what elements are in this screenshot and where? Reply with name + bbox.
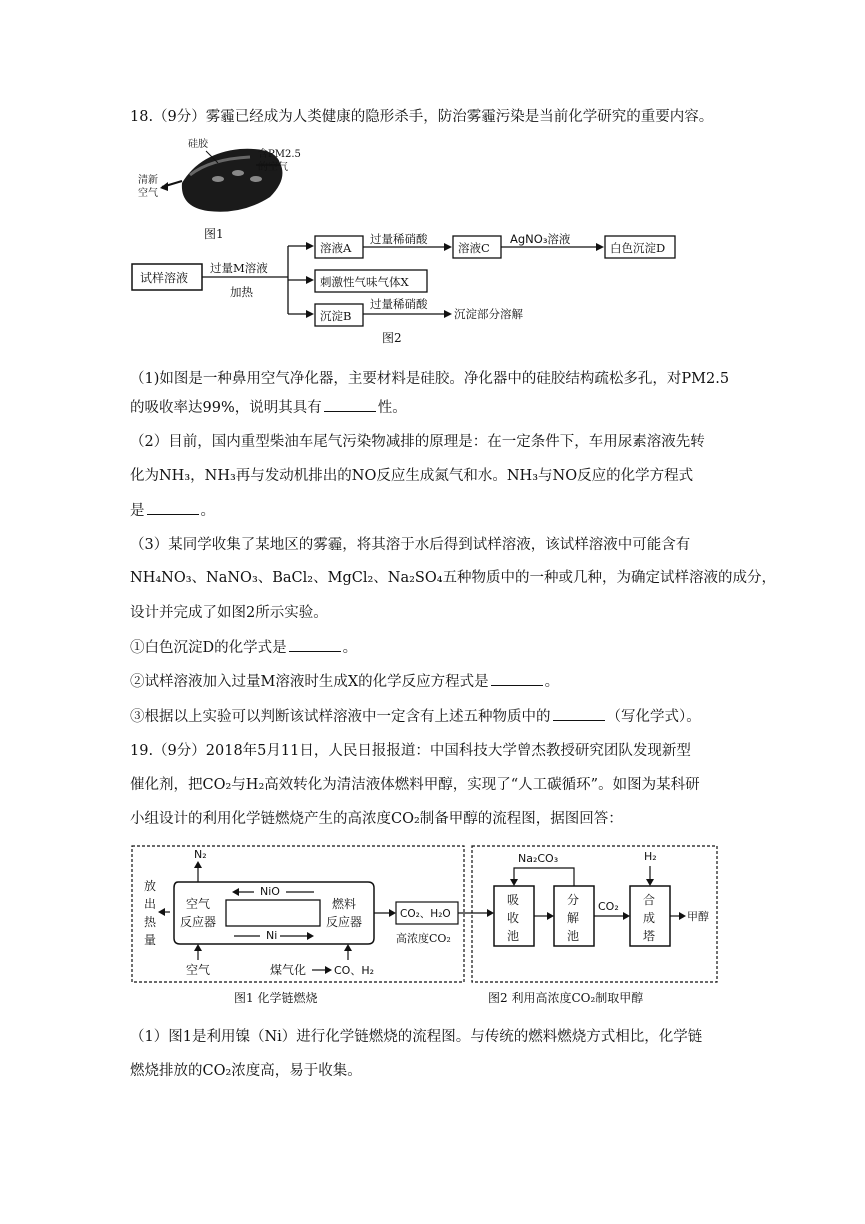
fuel-reactor-2: 反应器 xyxy=(326,915,363,929)
figure-q19-flow xyxy=(130,842,720,1014)
q18-stem: 18.（9分）雾霾已经成为人类健康的隐形杀手，防治雾霾污染是当前化学研究的重要内容。 xyxy=(130,109,714,125)
q18-s2-text: ②试样溶液加入过量M溶液时生成X的化学反应方程式是 xyxy=(130,674,489,690)
label-pm-2: 的空气 xyxy=(258,162,288,173)
release-3: 热 xyxy=(144,915,157,929)
box-sample-label: 试样溶液 xyxy=(140,271,189,285)
high-co2-label: 高浓度CO₂ xyxy=(396,932,451,945)
label-clean-2: 空气 xyxy=(138,188,158,199)
decomp-2: 解 xyxy=(567,911,580,925)
box-solC-label: 溶液C xyxy=(458,241,490,255)
na2co3-label: Na₂CO₃ xyxy=(518,852,559,865)
absorb-1: 吸 xyxy=(507,893,520,907)
release-1: 放 xyxy=(144,879,157,893)
q18-s1 xyxy=(130,637,357,658)
q18-p3-line1: （3）某同学收集了某地区的雾霾，将其溶于水后得到试样溶液，该试样溶液中可能含有 xyxy=(130,537,691,553)
caption-figure-2: 图2 利用高浓度CO₂制取甲醇 xyxy=(488,991,644,1005)
figure-2-flow xyxy=(130,232,690,352)
purifier-hole-1 xyxy=(212,176,224,182)
q18-s1-suffix: 。 xyxy=(342,640,358,656)
partial-dissolve: 沉淀部分溶解 xyxy=(454,307,523,321)
ni-label: Ni xyxy=(266,929,278,942)
answer-blank-1[interactable] xyxy=(324,397,376,412)
synth-2: 成 xyxy=(643,911,656,925)
q18-p2-text: 是 xyxy=(130,503,145,519)
h2-label: H₂ xyxy=(644,850,657,863)
q19-p1-line1: （1）图1是利用镍（Ni）进行化学链燃烧的流程图。与传统的燃料燃烧方式相比，化学链 xyxy=(130,1029,703,1045)
co2-h2o-label: CO₂、H₂O xyxy=(400,908,451,920)
purifier-hole-2 xyxy=(232,170,244,176)
decomp-3: 池 xyxy=(567,929,580,943)
release-2: 出 xyxy=(144,897,157,911)
coal-gas-label: 煤气化 xyxy=(270,963,307,977)
synth-3: 塔 xyxy=(643,929,656,943)
nio-label: NiO xyxy=(260,885,280,898)
label-silica: 硅胶 xyxy=(188,139,208,150)
air-reactor-2: 反应器 xyxy=(180,915,217,929)
q19-line1: 19.（9分）2018年5月11日，人民日报报道：中国科技大学曾杰教授研究团队发现新型 xyxy=(130,743,691,759)
figure-1-caption: 图1 xyxy=(204,227,224,241)
q18-p2-line2: 化为NH₃，NH₃再与发动机排出的NO反应生成氮气和水。NH₃与NO反应的化学方程式 xyxy=(130,468,694,484)
q18-s3-text: ③根据以上实验可以判断该试样溶液中一定含有上述五种物质中的 xyxy=(130,709,551,725)
q18-p3-line3: 设计并完成了如图2所示实验。 xyxy=(130,605,328,621)
figure-2-caption: 图2 xyxy=(382,331,402,345)
q18-s2 xyxy=(130,671,559,692)
air-reactor-1: 空气 xyxy=(186,897,211,911)
n2-label: N₂ xyxy=(194,848,207,861)
label-pm-1: 含PM2.5 xyxy=(258,149,301,160)
caption-figure-1: 图1 化学链燃烧 xyxy=(234,991,318,1005)
methanol-label: 甲醇 xyxy=(687,910,709,923)
acid-2: 过量稀硝酸 xyxy=(370,297,428,311)
acid-1: 过量稀硝酸 xyxy=(370,232,428,246)
q19-p1-line2: 燃烧排放的CO₂浓度高，易于收集。 xyxy=(130,1063,362,1079)
q18-s2-suffix: 。 xyxy=(544,674,560,690)
answer-blank-4[interactable] xyxy=(491,671,543,686)
purifier-hole-3 xyxy=(250,176,262,182)
reagent-top: 过量M溶液 xyxy=(210,261,268,275)
fuel-reactor-1: 燃料 xyxy=(332,897,357,911)
figure-1-purifier xyxy=(130,135,340,247)
q18-s1-text: ①白色沉淀D的化学式是 xyxy=(130,640,287,656)
decomp-1: 分 xyxy=(567,893,580,907)
q18-s3-suffix: （写化学式）。 xyxy=(606,709,701,725)
q18-p3-line2: NH₄NO₃、NaNO₃、BaCl₂、MgCl₂、Na₂SO₄五种物质中的一种或几种，为确定试样溶液的成分， xyxy=(130,570,777,586)
q19-line3: 小组设计的利用化学链燃烧产生的高浓度CO₂制备甲醇的流程图，据图回答： xyxy=(130,811,623,827)
q18-p2-line3 xyxy=(130,500,215,521)
agno3-label: AgNO₃溶液 xyxy=(510,232,571,246)
co2-label: CO₂ xyxy=(598,900,619,913)
answer-blank-2[interactable] xyxy=(147,500,199,515)
reagent-bottom: 加热 xyxy=(230,285,253,299)
absorb-2: 收 xyxy=(507,911,520,925)
box-gasX-label: 刺激性气味气体X xyxy=(320,275,409,289)
label-clean-1: 清新 xyxy=(138,175,158,186)
q18-p2-suffix: 。 xyxy=(200,503,215,519)
reactor-inner xyxy=(226,900,320,926)
air-label: 空气 xyxy=(186,963,211,977)
absorb-3: 池 xyxy=(507,929,520,943)
q18-p1-text: 的吸收率达99%，说明其具有 xyxy=(130,400,322,416)
co-h2-label: CO、H₂ xyxy=(334,964,375,977)
q18-p1-line1: （1)如图是一种鼻用空气净化器，主要材料是硅胶。净化器中的硅胶结构疏松多孔，对PM2.5 xyxy=(130,371,730,387)
q18-p1-suffix: 性。 xyxy=(377,400,407,416)
q18-p2-line1: （2）目前，国内重型柴油车尾气污染物减排的原理是：在一定条件下，车用尿素溶液先转 xyxy=(130,434,705,450)
box-solA-label: 溶液A xyxy=(320,241,352,255)
synth-1: 合 xyxy=(643,893,656,907)
box-ppB-label: 沉淀B xyxy=(320,309,352,323)
box-ppD-label: 白色沉淀D xyxy=(610,241,666,255)
answer-blank-3[interactable] xyxy=(289,637,341,652)
release-4: 量 xyxy=(144,933,157,947)
q18-p1-line2 xyxy=(130,397,407,418)
q19-line2: 催化剂，把CO₂与H₂高效转化为清洁液体燃料甲醇，实现了“人工碳循环”。如图为某科研 xyxy=(130,777,700,793)
q18-s3 xyxy=(130,706,701,727)
answer-blank-5[interactable] xyxy=(553,706,605,721)
